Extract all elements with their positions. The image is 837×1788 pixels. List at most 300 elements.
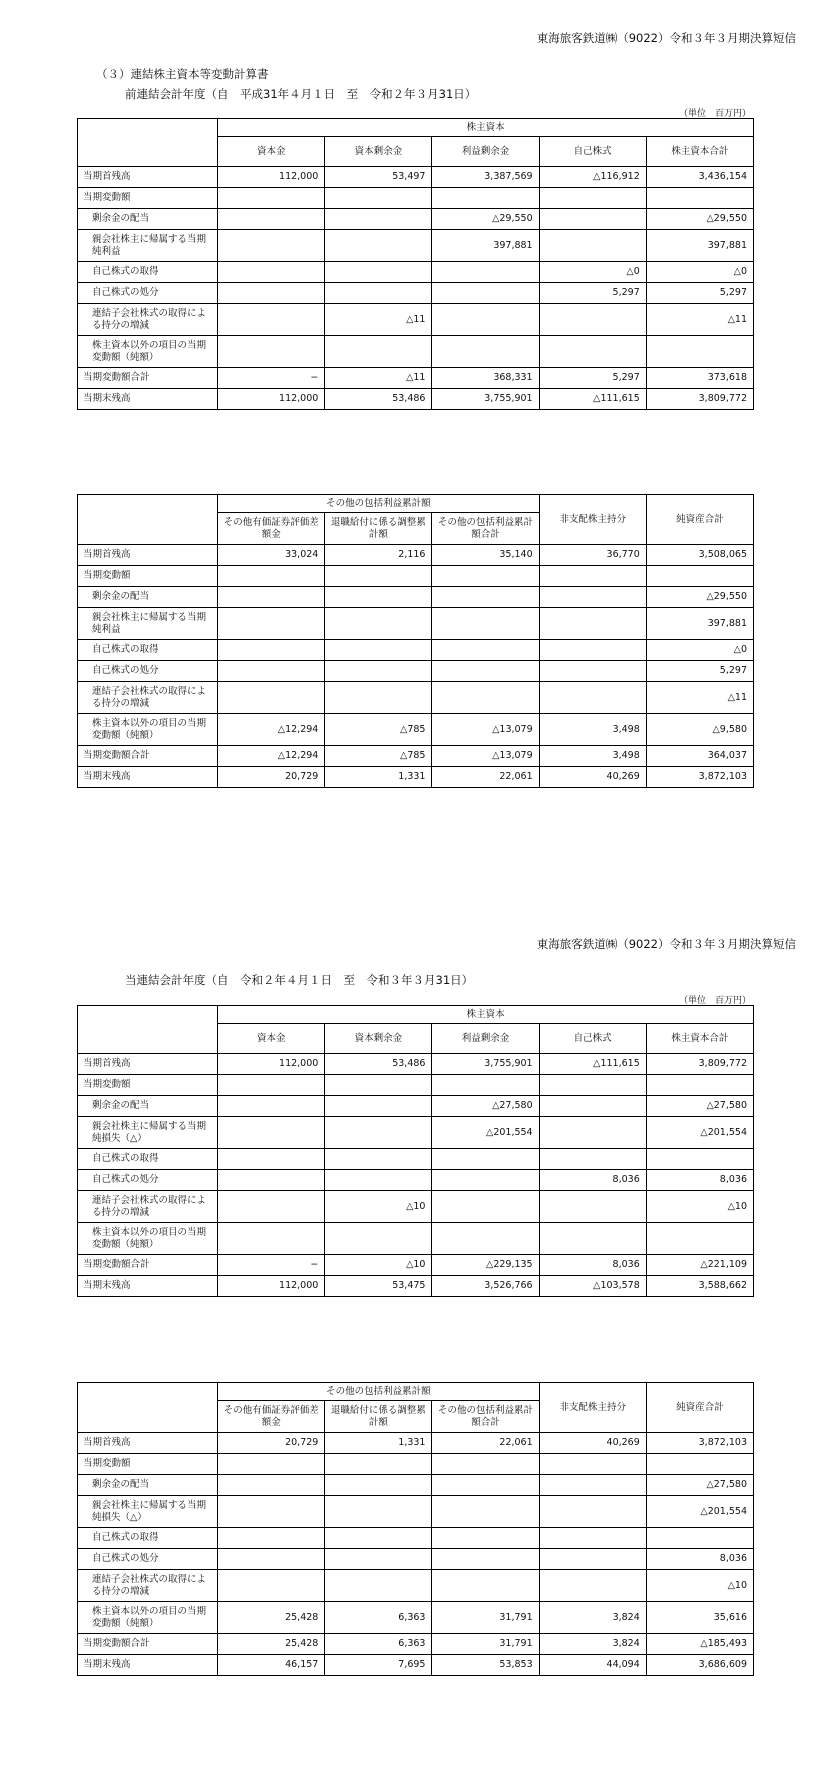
column-header: 非支配株主持分 xyxy=(539,1383,646,1433)
table-cell: 397,881 xyxy=(432,230,539,262)
row-label: 自己株式の取得 xyxy=(78,1149,218,1170)
table-cell xyxy=(539,1454,646,1475)
table-row xyxy=(78,661,754,682)
table-cell xyxy=(539,1496,646,1528)
table-cell: 3,824 xyxy=(539,1602,646,1634)
table-cell xyxy=(325,188,432,209)
table-cell xyxy=(432,1075,539,1096)
table-row xyxy=(78,608,754,640)
column-header: 資本剰余金 xyxy=(325,137,432,167)
table-row xyxy=(78,640,754,661)
table-cell xyxy=(218,640,325,661)
table-cell xyxy=(539,336,646,368)
table-cell xyxy=(432,188,539,209)
table-cell xyxy=(539,1075,646,1096)
table-cell: 3,436,154 xyxy=(646,167,753,188)
table-row xyxy=(78,1496,754,1528)
row-label: 連結子会社株式の取得による持分の増減 xyxy=(78,682,218,714)
table-cell xyxy=(325,1149,432,1170)
table-cell: 53,486 xyxy=(325,1054,432,1075)
table-cell xyxy=(218,336,325,368)
table-row xyxy=(78,1549,754,1570)
table-cell xyxy=(218,209,325,230)
table-cell xyxy=(218,262,325,283)
row-label: 当期末残高 xyxy=(78,1655,218,1676)
unit-label: （単位 百万円） xyxy=(678,996,751,1006)
table-row xyxy=(78,1170,754,1191)
table-cell xyxy=(218,188,325,209)
table-cell: 5,297 xyxy=(539,368,646,389)
table-cell: 5,297 xyxy=(539,283,646,304)
table-cell xyxy=(432,1191,539,1223)
table-cell: △10 xyxy=(325,1191,432,1223)
table-cell: 46,157 xyxy=(218,1655,325,1676)
table-cell xyxy=(539,661,646,682)
table-cell: 368,331 xyxy=(432,368,539,389)
table-cell: 25,428 xyxy=(218,1602,325,1634)
table-row xyxy=(78,283,754,304)
table-cell xyxy=(325,336,432,368)
row-label: 株主資本以外の項目の当期変動額（純額） xyxy=(78,1223,218,1255)
table-cell: 31,791 xyxy=(432,1602,539,1634)
row-label: 剰余金の配当 xyxy=(78,587,218,608)
table-row xyxy=(78,1433,754,1454)
table-cell xyxy=(325,566,432,587)
row-label: 当期末残高 xyxy=(78,1276,218,1297)
row-label: 当期変動額 xyxy=(78,188,218,209)
column-header: その他の包括利益累計額合計 xyxy=(432,1401,539,1433)
table-cell xyxy=(432,1549,539,1570)
period-title: 当連結会計年度（自 令和２年４月１日 至 令和３年３月31日） xyxy=(125,973,474,987)
table-cell: 20,729 xyxy=(218,1433,325,1454)
row-label: 当期変動額合計 xyxy=(78,368,218,389)
row-label: 当期変動額合計 xyxy=(78,1255,218,1276)
table-cell: △103,578 xyxy=(539,1276,646,1297)
table-row xyxy=(78,209,754,230)
column-header: 利益剰余金 xyxy=(432,137,539,167)
table-cell xyxy=(539,1570,646,1602)
table-cell xyxy=(325,1223,432,1255)
table-row xyxy=(78,714,754,746)
row-label: 当期首残高 xyxy=(78,167,218,188)
row-label: 株主資本以外の項目の当期変動額（純額） xyxy=(78,1602,218,1634)
table-cell xyxy=(325,1475,432,1496)
table-cell xyxy=(218,661,325,682)
table-cell: 53,486 xyxy=(325,389,432,410)
corner-cell xyxy=(78,1383,218,1433)
table-cell xyxy=(325,209,432,230)
table-cell xyxy=(325,1528,432,1549)
table-row xyxy=(78,587,754,608)
table-cell xyxy=(432,682,539,714)
table-cell: △27,580 xyxy=(432,1096,539,1117)
row-label: 親会社株主に帰属する当期純利益 xyxy=(78,230,218,262)
table-cell: 3,824 xyxy=(539,1634,646,1655)
table-cell: △111,615 xyxy=(539,389,646,410)
table-cell xyxy=(218,608,325,640)
table-cell: 3,387,569 xyxy=(432,167,539,188)
table-cell xyxy=(218,1149,325,1170)
row-label: 剰余金の配当 xyxy=(78,1475,218,1496)
table-row xyxy=(78,746,754,767)
table-cell: △27,580 xyxy=(646,1096,753,1117)
table-cell xyxy=(325,262,432,283)
table-cell xyxy=(646,1075,753,1096)
column-header: 株主資本合計 xyxy=(646,137,753,167)
table-row xyxy=(78,188,754,209)
table-row xyxy=(78,389,754,410)
table-cell: 22,061 xyxy=(432,1433,539,1454)
table-cell xyxy=(432,640,539,661)
table-cell xyxy=(325,640,432,661)
column-header: 資本剰余金 xyxy=(325,1024,432,1054)
table-cell: △13,079 xyxy=(432,714,539,746)
table-cell: 5,297 xyxy=(646,283,753,304)
table-cell: − xyxy=(218,1255,325,1276)
table-cell: 40,269 xyxy=(539,767,646,788)
table-cell xyxy=(646,1149,753,1170)
table-row xyxy=(78,1149,754,1170)
equity-table-prior xyxy=(77,118,754,410)
table-cell xyxy=(432,587,539,608)
table-row xyxy=(78,167,754,188)
table-cell xyxy=(539,566,646,587)
table-cell xyxy=(432,283,539,304)
table-cell: 25,428 xyxy=(218,1634,325,1655)
table-cell xyxy=(432,1149,539,1170)
table-cell: 3,809,772 xyxy=(646,1054,753,1075)
table-cell xyxy=(325,230,432,262)
table-row xyxy=(78,545,754,566)
table-cell xyxy=(325,661,432,682)
table-cell xyxy=(218,1223,325,1255)
table-cell: 40,269 xyxy=(539,1433,646,1454)
table-cell xyxy=(432,1223,539,1255)
column-header: 資本金 xyxy=(218,137,325,167)
table-cell: 6,363 xyxy=(325,1634,432,1655)
table-cell: △11 xyxy=(646,304,753,336)
table-cell: △0 xyxy=(646,640,753,661)
table-cell xyxy=(539,188,646,209)
column-header: 自己株式 xyxy=(539,137,646,167)
table-cell: 44,094 xyxy=(539,1655,646,1676)
corner-cell xyxy=(78,1006,218,1054)
table-cell: 397,881 xyxy=(646,608,753,640)
table-cell xyxy=(539,1475,646,1496)
table-cell: 35,616 xyxy=(646,1602,753,1634)
table-row xyxy=(78,1528,754,1549)
table-cell xyxy=(539,304,646,336)
table-cell: 112,000 xyxy=(218,1054,325,1075)
table-cell xyxy=(218,1570,325,1602)
table-cell: 3,809,772 xyxy=(646,389,753,410)
table-cell xyxy=(218,1191,325,1223)
table-cell: △11 xyxy=(646,682,753,714)
table-cell xyxy=(646,336,753,368)
table-cell: 8,036 xyxy=(646,1549,753,1570)
table-row xyxy=(78,368,754,389)
table-cell xyxy=(218,566,325,587)
table-cell xyxy=(539,1549,646,1570)
table-cell: 3,872,103 xyxy=(646,767,753,788)
table-cell: 6,363 xyxy=(325,1602,432,1634)
table-cell xyxy=(432,566,539,587)
row-label: 当期変動額 xyxy=(78,1075,218,1096)
column-header: 株主資本合計 xyxy=(646,1024,753,1054)
table-cell: 112,000 xyxy=(218,167,325,188)
table-row xyxy=(78,1454,754,1475)
table-row xyxy=(78,1223,754,1255)
table-cell: 3,588,662 xyxy=(646,1276,753,1297)
table-cell xyxy=(218,1475,325,1496)
table-cell: 3,755,901 xyxy=(432,1054,539,1075)
table-cell xyxy=(432,336,539,368)
table-cell: △201,554 xyxy=(646,1117,753,1149)
table-cell: 53,475 xyxy=(325,1276,432,1297)
table-row xyxy=(78,230,754,262)
table-cell xyxy=(539,1096,646,1117)
column-header: 利益剰余金 xyxy=(432,1024,539,1054)
table-cell xyxy=(432,262,539,283)
table-cell xyxy=(325,1496,432,1528)
table-cell xyxy=(218,1117,325,1149)
table-cell xyxy=(218,587,325,608)
table-cell: 3,755,901 xyxy=(432,389,539,410)
table-row xyxy=(78,304,754,336)
table-cell xyxy=(432,1454,539,1475)
other-table-prior xyxy=(77,494,754,788)
group-header: 株主資本 xyxy=(218,119,754,137)
table-cell xyxy=(218,1170,325,1191)
column-header: 退職給付に係る調整累計額 xyxy=(325,1401,432,1433)
table-cell xyxy=(325,1570,432,1602)
table-row xyxy=(78,566,754,587)
row-label: 当期首残高 xyxy=(78,1054,218,1075)
row-label: 自己株式の処分 xyxy=(78,661,218,682)
table-cell: △116,912 xyxy=(539,167,646,188)
table-cell: 7,695 xyxy=(325,1655,432,1676)
row-label: 自己株式の処分 xyxy=(78,283,218,304)
table-cell xyxy=(218,283,325,304)
table-row xyxy=(78,1054,754,1075)
table-cell: △11 xyxy=(325,304,432,336)
table-cell: 112,000 xyxy=(218,1276,325,1297)
table-cell: △221,109 xyxy=(646,1255,753,1276)
row-label: 連結子会社株式の取得による持分の増減 xyxy=(78,304,218,336)
table-cell: 3,872,103 xyxy=(646,1433,753,1454)
table-cell xyxy=(432,304,539,336)
table-cell xyxy=(325,1117,432,1149)
table-cell: 53,853 xyxy=(432,1655,539,1676)
table-cell: △12,294 xyxy=(218,746,325,767)
table-cell xyxy=(218,1528,325,1549)
table-cell xyxy=(325,1075,432,1096)
table-cell xyxy=(539,587,646,608)
table-cell: 1,331 xyxy=(325,1433,432,1454)
table-row xyxy=(78,682,754,714)
table-cell xyxy=(539,608,646,640)
column-header: その他有価証券評価差額金 xyxy=(218,513,325,545)
table-cell xyxy=(218,304,325,336)
table-cell: △27,580 xyxy=(646,1475,753,1496)
table-cell xyxy=(218,230,325,262)
row-label: 当期変動額合計 xyxy=(78,746,218,767)
table-cell xyxy=(646,566,753,587)
row-label: 当期首残高 xyxy=(78,545,218,566)
column-header: その他有価証券評価差額金 xyxy=(218,1401,325,1433)
other-table-current xyxy=(77,1382,754,1676)
table-cell: 33,024 xyxy=(218,545,325,566)
column-header: 資本金 xyxy=(218,1024,325,1054)
row-label: 当期末残高 xyxy=(78,767,218,788)
table-cell xyxy=(325,682,432,714)
table-cell xyxy=(432,1528,539,1549)
equity-table-current xyxy=(77,1005,754,1297)
table-cell: △10 xyxy=(646,1570,753,1602)
row-label: 親会社株主に帰属する当期純損失（△） xyxy=(78,1117,218,1149)
table-cell xyxy=(325,1096,432,1117)
row-label: 親会社株主に帰属する当期純利益 xyxy=(78,608,218,640)
table-cell xyxy=(325,608,432,640)
header-row xyxy=(78,1006,754,1024)
header-row xyxy=(78,495,754,513)
column-header: 退職給付に係る調整累計額 xyxy=(325,513,432,545)
group-header: その他の包括利益累計額 xyxy=(218,1383,539,1401)
table-cell: △11 xyxy=(325,368,432,389)
table-cell xyxy=(325,1549,432,1570)
table-cell xyxy=(325,1454,432,1475)
row-label: 自己株式の取得 xyxy=(78,1528,218,1549)
table-cell xyxy=(432,1475,539,1496)
group-header: その他の包括利益累計額 xyxy=(218,495,539,513)
table-cell xyxy=(539,209,646,230)
row-label: 自己株式の取得 xyxy=(78,262,218,283)
table-cell: △10 xyxy=(325,1255,432,1276)
table-cell: 3,526,766 xyxy=(432,1276,539,1297)
table-cell xyxy=(539,1191,646,1223)
row-label: 親会社株主に帰属する当期純損失（△） xyxy=(78,1496,218,1528)
table-cell: 22,061 xyxy=(432,767,539,788)
table-cell: 3,498 xyxy=(539,746,646,767)
table-cell: △13,079 xyxy=(432,746,539,767)
table-cell: △201,554 xyxy=(646,1496,753,1528)
row-label: 当期変動額 xyxy=(78,566,218,587)
table-cell: △201,554 xyxy=(432,1117,539,1149)
table-cell: 5,297 xyxy=(646,661,753,682)
table-cell xyxy=(539,230,646,262)
row-label: 自己株式の処分 xyxy=(78,1170,218,1191)
table-row xyxy=(78,262,754,283)
table-cell xyxy=(646,1454,753,1475)
table-cell: △29,550 xyxy=(646,209,753,230)
table-cell xyxy=(432,661,539,682)
table-cell: 3,508,065 xyxy=(646,545,753,566)
table-cell xyxy=(218,682,325,714)
row-label: 当期首残高 xyxy=(78,1433,218,1454)
column-header: 自己株式 xyxy=(539,1024,646,1054)
row-label: 剰余金の配当 xyxy=(78,1096,218,1117)
row-label: 自己株式の処分 xyxy=(78,1549,218,1570)
table-row xyxy=(78,1191,754,1223)
table-cell: 53,497 xyxy=(325,167,432,188)
table-cell: 31,791 xyxy=(432,1634,539,1655)
row-label: 当期末残高 xyxy=(78,389,218,410)
table-row xyxy=(78,1096,754,1117)
table-cell xyxy=(218,1496,325,1528)
table-cell: 8,036 xyxy=(646,1170,753,1191)
table-cell: 397,881 xyxy=(646,230,753,262)
table-cell: △229,135 xyxy=(432,1255,539,1276)
table-cell: 364,037 xyxy=(646,746,753,767)
column-header: 純資産合計 xyxy=(646,1383,753,1433)
table-cell xyxy=(432,1570,539,1602)
table-cell: △29,550 xyxy=(646,587,753,608)
table-cell xyxy=(539,1117,646,1149)
table-cell xyxy=(325,1170,432,1191)
row-label: 当期変動額合計 xyxy=(78,1634,218,1655)
table-cell: △9,580 xyxy=(646,714,753,746)
table-cell: △111,615 xyxy=(539,1054,646,1075)
column-header: 純資産合計 xyxy=(646,495,753,545)
table-cell: 112,000 xyxy=(218,389,325,410)
table-row xyxy=(78,767,754,788)
table-cell xyxy=(539,1149,646,1170)
table-cell: 1,331 xyxy=(325,767,432,788)
table-cell: 8,036 xyxy=(539,1255,646,1276)
table-cell: △185,493 xyxy=(646,1634,753,1655)
table-cell: △0 xyxy=(646,262,753,283)
page-header: 東海旅客鉄道㈱（9022）令和３年３月期決算短信 xyxy=(536,31,796,45)
row-label: 自己株式の取得 xyxy=(78,640,218,661)
table-cell: △29,550 xyxy=(432,209,539,230)
table-cell xyxy=(218,1096,325,1117)
header-row xyxy=(78,119,754,137)
row-label: 当期変動額 xyxy=(78,1454,218,1475)
table-cell: 36,770 xyxy=(539,545,646,566)
table-cell xyxy=(646,188,753,209)
table-cell: △10 xyxy=(646,1191,753,1223)
table-row xyxy=(78,1117,754,1149)
table-cell xyxy=(646,1223,753,1255)
header-row xyxy=(78,1383,754,1401)
corner-cell xyxy=(78,119,218,167)
table-cell: 3,686,609 xyxy=(646,1655,753,1676)
table-cell: 35,140 xyxy=(432,545,539,566)
table-cell xyxy=(218,1549,325,1570)
table-cell: 3,498 xyxy=(539,714,646,746)
table-cell xyxy=(539,1528,646,1549)
group-header: 株主資本 xyxy=(218,1006,754,1024)
table-row xyxy=(78,1655,754,1676)
table-cell: △785 xyxy=(325,746,432,767)
table-row xyxy=(78,1075,754,1096)
table-row xyxy=(78,1570,754,1602)
table-cell xyxy=(432,1496,539,1528)
table-cell xyxy=(539,640,646,661)
column-header: 非支配株主持分 xyxy=(539,495,646,545)
corner-cell xyxy=(78,495,218,545)
table-cell xyxy=(218,1454,325,1475)
table-cell: △785 xyxy=(325,714,432,746)
table-cell: △0 xyxy=(539,262,646,283)
row-label: 連結子会社株式の取得による持分の増減 xyxy=(78,1570,218,1602)
period-title: 前連結会計年度（自 平成31年４月１日 至 令和２年３月31日） xyxy=(125,87,477,101)
table-cell xyxy=(218,1075,325,1096)
row-label: 剰余金の配当 xyxy=(78,209,218,230)
table-cell xyxy=(432,608,539,640)
page-header: 東海旅客鉄道㈱（9022）令和３年３月期決算短信 xyxy=(536,937,796,951)
table-row xyxy=(78,1255,754,1276)
